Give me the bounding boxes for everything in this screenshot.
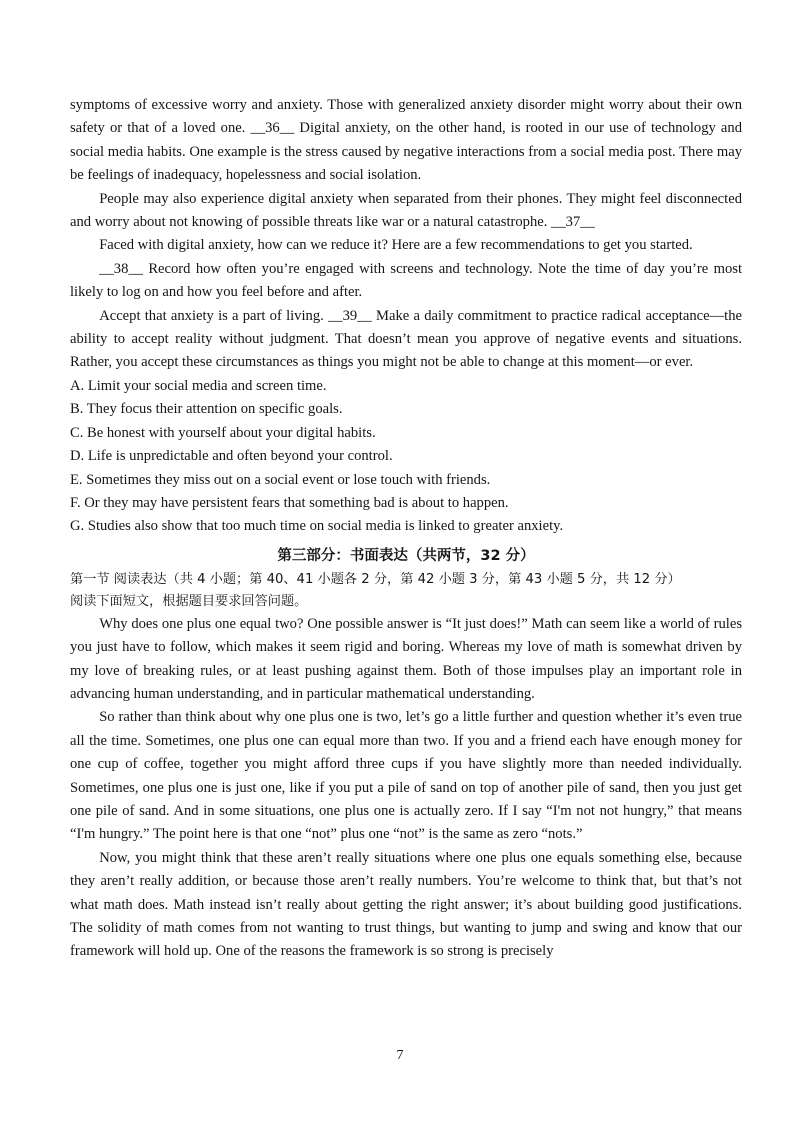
reading-passage <box>70 94 742 375</box>
answer-options <box>70 375 742 539</box>
option-c: C. Be honest with yourself about your digital habits. <box>70 424 376 441</box>
option-d: D. Life is unpredictable and often beyond your control. <box>70 448 393 465</box>
section-heading: 第一节 阅读表达（共 4 小题；第 40、41 小题各 2 分，第 42 小题 3 分，第 43 小题 5 分，共 12 分） <box>70 571 681 587</box>
option-a: A. Limit your social media and screen time. <box>70 377 327 394</box>
passage-paragraph: Accept that anxiety is a part of living. __39__ Make a daily commitment to practice radical acceptance—the ability to accept reality without judgment. That doesn’t mean you approve of negative events and situations. Rather, you accept these circumstances as things you might not be able to change at this moment—or ever. <box>70 307 742 371</box>
page-number: 7 <box>396 1048 404 1063</box>
option-b: B. They focus their attention on specific goals. <box>70 401 343 418</box>
passage-paragraph: People may also experience digital anxiety when separated from their phones. They might feel disconnected and worry about not knowing of possible threats like war or a natural catastrophe. __37__ <box>70 190 742 231</box>
part-title: 第三部分：书面表达（共两节，32 分） <box>277 547 535 564</box>
essay-paragraph: Now, you might think that these aren’t really situations where one plus one equals something else, because they aren’t really addition, or because those aren’t really numbers. You’re welcome to think that, but that’s not what math does. Math instead isn’t really about getting the right answer; it’s about building good justifications. The solidity of math comes from not wanting to trust things, but wanting to jump and swing and know that our framework will hold up. One of the reasons the framework is so strong is precisely <box>70 849 742 960</box>
instruction: 阅读下面短文，根据题目要求回答问题。 <box>70 593 308 609</box>
essay-paragraph: So rather than think about why one plus one is two, let’s go a little further and question whether it’s even true all the time. Sometimes, one plus one can equal more than two. If you and a friend each have enough money for one cup of coffee, together you might afford three cups if you have slightly more than needed individually. Sometimes, one plus one is just one, like if you put a pile of sand on top of another pile of sand, then you just get one pile of sand. And in some situations, one plus one is actually zero. If I say “I'm not not hungry,” that means “I'm hungry.” The point here is that one “not” plus one “not” is the same as zero “nots.” <box>70 709 742 843</box>
passage-paragraph: Faced with digital anxiety, how can we reduce it? Here are a few recommendations to get you started. <box>99 237 693 254</box>
passage-paragraph: symptoms of excessive worry and anxiety. Those with generalized anxiety disorder might worry about their own safety or that of a loved one. __36__ Digital anxiety, on the other hand, is rooted in our use of technology and social media habits. One example is the stress caused by negative interactions from a social media post. There may be feelings of inadequacy, hopelessness and social isolation. <box>70 97 742 184</box>
option-f: F. Or they may have persistent fears that something bad is about to happen. <box>70 494 509 511</box>
option-e: E. Sometimes they miss out on a social event or lose touch with friends. <box>70 471 491 488</box>
essay-paragraph: Why does one plus one equal two? One possible answer is “It just does!” Math can seem like a world of rules you just have to follow, which makes it seem rigid and boring. Whereas my love of math is somewhat driven by my love of breaking rules, or at least pushing against them. Both of those impulses play an important role in advancing human understanding, and in particular mathematical understanding. <box>70 615 742 702</box>
page-content <box>70 94 742 964</box>
option-g: G. Studies also show that too much time on social media is linked to greater anxiety. <box>70 518 564 535</box>
passage-paragraph: __38__ Record how often you’re engaged with screens and technology. Note the time of day you’re most likely to log on and how you feel before and after. <box>70 260 742 301</box>
essay-passage <box>70 613 742 964</box>
